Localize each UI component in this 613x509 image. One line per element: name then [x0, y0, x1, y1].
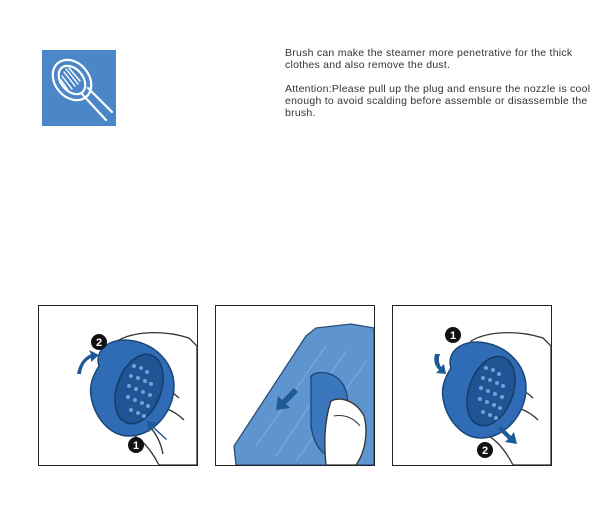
step-marker-2: [477, 442, 493, 458]
svg-text:2: 2: [481, 445, 489, 457]
instruction-text: [285, 47, 595, 131]
brush-nozzle-icon: [42, 50, 116, 126]
step-marker-1: [445, 327, 461, 343]
step-marker-1: [128, 437, 144, 453]
step-panel-steam-garment: [215, 305, 375, 466]
step-marker-2: [91, 334, 107, 350]
rotate-arrow: [434, 354, 446, 374]
brush-attachment-icon-tile: [42, 50, 116, 126]
intro-paragraph: Brush can make the steamer more penetrative for the thick clothes and also remove the dust.: [285, 47, 573, 71]
svg-text:1: 1: [132, 440, 140, 452]
attention-paragraph: Attention:Please pull up the plug and ensure the nozzle is cool enough to avoid scalding before assemble or disassemble the brush.: [285, 83, 591, 119]
svg-text:2: 2: [95, 337, 103, 349]
step-panel-attach-brush: [38, 305, 198, 466]
step-panel-remove-brush: [392, 305, 552, 466]
svg-text:1: 1: [449, 330, 457, 342]
